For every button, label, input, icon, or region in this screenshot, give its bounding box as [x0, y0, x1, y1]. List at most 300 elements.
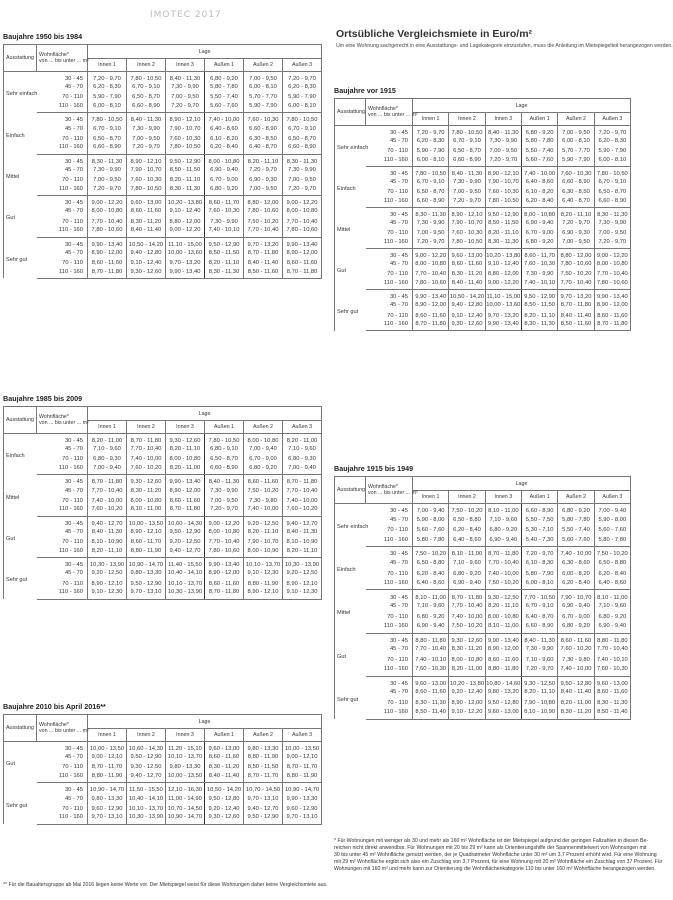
rent-range-cell: 12,10 - 16,30	[166, 783, 205, 794]
rent-range-cell: 9,20 - 12,50	[166, 537, 205, 547]
rent-range-cell: 8,30 - 11,20	[449, 644, 485, 655]
rent-range-cell: 6,20 - 8,40	[558, 579, 594, 590]
size-range: 70 - 110	[62, 456, 83, 463]
rent-range-cell: 9,00 - 12,10	[283, 752, 322, 762]
rent-range-cell: 11,20 - 15,10	[166, 742, 205, 753]
table-row	[335, 547, 631, 558]
size-range: 45 - 70	[64, 166, 83, 173]
header-lage: Lage	[413, 477, 631, 491]
rent-table	[334, 476, 631, 720]
rent-range-cell: 7,70 - 10,40	[244, 227, 283, 237]
rent-range-cell: 8,80 - 12,00	[558, 249, 594, 260]
rent-range-cell: 10,20 - 13,80	[166, 196, 205, 207]
rent-range-cell: 6,10 - 8,30	[521, 557, 557, 568]
rent-range-cell: 7,60 - 10,30	[413, 665, 449, 676]
table-row	[4, 752, 322, 762]
rent-range-cell: 7,40 - 10,00	[521, 167, 557, 178]
header-lage-column: Außen 1	[205, 421, 244, 434]
rent-range-cell: 8,60 - 11,60	[166, 496, 205, 506]
rent-range-cell: 7,20 - 9,70	[449, 197, 485, 207]
rent-range-cell: 6,50 - 8,80	[449, 514, 485, 525]
rent-range-cell: 6,90 - 9,30	[558, 228, 594, 238]
size-range: 45 - 70	[64, 249, 83, 256]
rent-range-cell: 8,20 - 11,10	[88, 547, 127, 557]
rent-range-cell: 9,30 - 12,60	[127, 475, 166, 486]
rent-range-cell: 8,10 - 11,00	[413, 590, 449, 601]
rent-range-cell: 5,90 - 8,00	[413, 514, 449, 525]
rent-range-cell: 9,10 - 12,40	[127, 258, 166, 268]
table-row	[335, 504, 631, 515]
table-row	[4, 72, 322, 83]
category-label: Sehr einfach	[335, 504, 366, 547]
table-row	[4, 434, 322, 445]
rent-range-cell: 10,90 - 14,70	[166, 814, 205, 824]
section-title: Baujahre 1915 bis 1949	[334, 464, 414, 473]
rent-range-cell: 8,20 - 11,10	[558, 208, 594, 219]
rent-range-cell: 9,80 - 13,30	[127, 568, 166, 578]
rent-range-cell: 8,30 - 11,20	[127, 216, 166, 226]
header-wohnflaeche-range: von ... bis unter ... m²	[39, 728, 89, 734]
rent-range-cell: 7,10 - 9,60	[413, 601, 449, 612]
size-range: 110 - 160	[37, 103, 88, 113]
size-range: 70 - 110	[62, 218, 83, 225]
rent-range-cell: 8,20 - 11,10	[166, 444, 205, 454]
table-row	[335, 568, 631, 579]
rent-range-cell: 6,40 - 8,60	[449, 536, 485, 547]
rent-range-cell: 6,00 - 8,20	[558, 568, 594, 579]
rent-range-cell: 9,20 - 12,40	[449, 687, 485, 698]
rent-range-cell: 8,60 - 11,60	[594, 687, 630, 698]
rent-range-cell: 5,80 - 7,90	[521, 568, 557, 579]
rent-range-cell: 9,70 - 13,20	[166, 258, 205, 268]
table-row	[4, 485, 322, 495]
rent-range-cell: 7,30 - 9,90	[485, 136, 521, 146]
rent-range-cell: 9,10 - 12,40	[166, 206, 205, 216]
size-range: 110 - 160	[37, 144, 88, 154]
rent-range-cell: 8,10 - 10,90	[521, 709, 557, 720]
rent-range-cell: 7,80 - 10,50	[88, 113, 127, 124]
table-row	[4, 814, 322, 824]
rent-range-cell: 7,20 - 9,70	[244, 165, 283, 175]
size-range: 30 - 45	[389, 130, 408, 136]
table-row	[4, 154, 322, 165]
rent-range-cell: 10,10 - 13,70	[166, 578, 205, 588]
rent-range-cell: 7,90 - 10,70	[244, 537, 283, 547]
header-lage: Lage	[413, 99, 631, 113]
size-range: 110 - 160	[37, 465, 88, 475]
rent-range-cell: 7,70 - 10,40	[485, 557, 521, 568]
rent-range-cell: 9,90 - 13,40	[283, 237, 322, 248]
rent-range-cell: 6,50 - 8,80	[413, 557, 449, 568]
rent-range-cell: 5,90 - 7,90	[413, 146, 449, 156]
header-wohnflaeche-label: Wohnfläche*	[368, 483, 398, 490]
rent-range-cell: 7,20 - 9,70	[521, 547, 557, 558]
table-row	[335, 249, 631, 260]
table-row	[4, 516, 322, 527]
rent-range-cell: 7,80 - 10,60	[594, 280, 630, 290]
rent-range-cell: 7,00 - 9,50	[283, 175, 322, 185]
rent-range-cell: 8,50 - 11,60	[558, 321, 594, 331]
rent-range-cell: 9,50 - 12,90	[485, 208, 521, 219]
table-row	[335, 218, 631, 228]
rent-range-cell: 8,20 - 11,00	[166, 465, 205, 475]
header-lage-column: Innen 2	[127, 59, 166, 72]
rent-range-cell: 6,80 - 9,30	[88, 454, 127, 464]
rent-range-cell: 7,80 - 10,60	[88, 227, 127, 237]
rent-range-cell: 6,80 - 9,20	[558, 504, 594, 515]
table-row	[4, 134, 322, 144]
table-row	[335, 259, 631, 269]
rent-range-cell: 11,40 - 15,50	[166, 558, 205, 569]
header-lage-column: Innen 3	[485, 491, 521, 504]
category-label: Mittel	[4, 475, 37, 516]
rent-range-cell: 7,70 - 10,40	[594, 269, 630, 279]
rent-range-cell: 8,60 - 11,60	[127, 206, 166, 216]
table-row	[335, 698, 631, 709]
rent-range-cell: 8,30 - 11,30	[594, 208, 630, 219]
header-wohnflaeche	[37, 45, 88, 72]
rent-range-cell: 6,70 - 9,00	[521, 228, 557, 238]
rent-range-cell: 6,50 - 8,80	[594, 557, 630, 568]
rent-range-cell: 8,70 - 11,80	[283, 268, 322, 278]
size-range: 70 - 110	[62, 539, 83, 546]
rent-range-cell: 8,70 - 11,80	[166, 506, 205, 516]
rent-range-cell: 7,90 - 10,70	[127, 165, 166, 175]
size-range: 30 - 45	[389, 212, 408, 219]
rent-range-cell: 9,60 - 13,00	[449, 249, 485, 260]
rent-range-cell: 9,30 - 12,50	[485, 590, 521, 601]
table-row	[4, 793, 322, 803]
rent-range-cell: 8,00 - 10,80	[205, 154, 244, 165]
rent-range-cell: 10,00 - 13,50	[88, 742, 127, 753]
size-range: 110 - 160	[366, 622, 413, 633]
rent-range-cell: 7,90 - 10,70	[558, 590, 594, 601]
size-range: 110 - 160	[366, 321, 413, 331]
rent-range-cell: 10,70 - 14,50	[166, 804, 205, 814]
rent-range-cell: 7,30 - 9,90	[521, 644, 557, 655]
rent-table	[3, 44, 322, 279]
table-row	[4, 465, 322, 475]
size-range: 70 - 110	[387, 312, 408, 319]
rent-range-cell: 9,60 - 13,00	[594, 676, 630, 687]
rent-range-cell: 10,90 - 14,70	[88, 783, 127, 794]
rent-range-cell: 6,00 - 8,10	[594, 156, 630, 166]
table-row	[335, 557, 631, 568]
size-range: 45 - 70	[389, 138, 408, 145]
rent-range-cell: 6,90 - 9,30	[244, 175, 283, 185]
rent-range-cell: 6,00 - 8,10	[413, 156, 449, 166]
rent-range-cell: 8,80 - 12,00	[166, 216, 205, 226]
size-range: 70 - 110	[387, 527, 408, 534]
rent-range-cell: 9,80 - 13,30	[244, 742, 283, 753]
size-range: 110 - 160	[366, 665, 413, 676]
rent-range-cell: 10,10 - 13,70	[166, 752, 205, 762]
rent-range-cell: 7,10 - 9,60	[594, 601, 630, 612]
size-range: 30 - 45	[64, 200, 83, 207]
rent-range-cell: 9,80 - 13,20	[485, 687, 521, 698]
table-row	[335, 321, 631, 331]
rent-range-cell: 7,20 - 9,70	[88, 72, 127, 83]
rent-range-cell: 6,00 - 8,10	[558, 136, 594, 146]
header-lage-column: Innen 3	[485, 113, 521, 126]
rent-range-cell: 8,80 - 11,80	[413, 633, 449, 644]
rent-range-cell: 10,50 - 14,20	[127, 237, 166, 248]
rent-range-cell: 7,50 - 10,20	[244, 485, 283, 495]
rent-range-cell: 8,00 - 10,80	[283, 206, 322, 216]
rent-range-cell: 6,20 - 8,30	[594, 136, 630, 146]
table-row	[4, 783, 322, 794]
rent-range-cell: 6,50 - 8,70	[594, 187, 630, 197]
intro-text: Um eine Wohnung sachgerecht in eine Ausstattungs- und Lagekategorie einzustufen, muss die Anleitung im Mietspiegelteil herangezogen werden.	[336, 43, 673, 49]
rent-range-cell: 7,00 - 9,50	[449, 187, 485, 197]
table-row	[335, 665, 631, 676]
rent-range-cell: 7,00 - 9,50	[244, 72, 283, 83]
rent-range-cell: 11,10 - 15,00	[166, 237, 205, 248]
rent-range-cell: 8,40 - 11,30	[127, 113, 166, 124]
table-row	[335, 676, 631, 687]
size-range: 70 - 110	[62, 260, 83, 266]
rent-range-cell: 8,40 - 11,30	[88, 527, 127, 537]
rent-range-cell: 6,60 - 8,90	[283, 144, 322, 154]
rent-range-cell: 9,90 - 13,40	[485, 321, 521, 331]
rent-range-cell: 8,80 - 12,00	[244, 196, 283, 207]
rent-range-cell: 8,40 - 11,40	[558, 310, 594, 320]
rent-range-cell: 7,30 - 9,90	[283, 165, 322, 175]
rent-range-cell: 7,00 - 9,40	[244, 444, 283, 454]
rent-range-cell: 8,90 - 12,10	[127, 154, 166, 165]
rent-range-cell: 6,70 - 9,00	[205, 175, 244, 185]
category-label: Gut	[4, 196, 37, 237]
rent-range-cell: 5,60 - 7,60	[205, 103, 244, 113]
size-range: 70 - 110	[387, 271, 408, 278]
rent-range-cell: 7,80 - 10,50	[594, 167, 630, 178]
rent-range-cell: 7,30 - 9,90	[413, 218, 449, 228]
rent-range-cell: 6,80 - 9,20	[205, 72, 244, 83]
rent-range-cell: 7,80 - 10,50	[485, 197, 521, 207]
rent-range-cell: 9,00 - 12,10	[88, 752, 127, 762]
rent-range-cell: 8,60 - 11,70	[205, 196, 244, 207]
table-row	[335, 611, 631, 622]
size-range: 70 - 110	[387, 570, 408, 577]
header-lage-column: Außen 3	[594, 113, 630, 126]
size-range: 45 - 70	[64, 487, 83, 494]
header-wohnflaeche	[37, 407, 88, 434]
rent-range-cell: 8,80 - 11,90	[244, 752, 283, 762]
rent-range-cell: 5,80 - 7,80	[413, 536, 449, 547]
rent-range-cell: 9,60 - 13,00	[127, 196, 166, 207]
rent-range-cell: 8,00 - 10,80	[485, 611, 521, 622]
table-row	[335, 633, 631, 644]
rent-range-cell: 7,60 - 10,30	[521, 259, 557, 269]
rent-range-cell: 7,60 - 10,20	[283, 506, 322, 516]
rent-range-cell: 9,60 - 13,00	[413, 676, 449, 687]
size-range: 30 - 45	[64, 520, 83, 527]
rent-range-cell: 8,60 - 11,60	[413, 310, 449, 320]
rent-range-cell: 7,40 - 10,10	[205, 227, 244, 237]
rent-range-cell: 8,50 - 11,50	[521, 300, 557, 310]
rent-range-cell: 9,30 - 12,60	[449, 321, 485, 331]
size-range: 30 - 45	[64, 241, 83, 248]
header-lage-column: Außen 3	[594, 491, 630, 504]
rent-range-cell: 6,30 - 8,50	[558, 187, 594, 197]
rent-range-cell: 7,00 - 9,40	[594, 504, 630, 515]
rent-range-cell: 7,00 - 9,50	[413, 228, 449, 238]
rent-range-cell: 10,90 - 14,70	[127, 558, 166, 569]
size-range: 45 - 70	[389, 220, 408, 227]
rent-range-cell: 7,00 - 9,40	[88, 465, 127, 475]
header-lage: Lage	[88, 45, 322, 59]
size-range: 45 - 70	[389, 559, 408, 566]
rent-range-cell: 8,00 - 10,80	[205, 527, 244, 537]
category-label: Sehr einfach	[335, 126, 366, 167]
table-row	[4, 475, 322, 486]
rent-range-cell: 6,90 - 9,40	[413, 622, 449, 633]
table-row	[4, 92, 322, 102]
header-lage-column: Innen 2	[449, 491, 485, 504]
footnote-baujahr-2010: ** Für die Baualtersgruppe ab Mai 2016 liegen keine Werte vor. Der Mietspiegel weist für diese Wohnungen daher keine Vergleichsmiete aus.	[3, 882, 328, 888]
header-lage: Lage	[88, 715, 322, 729]
rent-range-cell: 7,40 - 10,00	[558, 665, 594, 676]
rent-range-cell: 9,50 - 12,90	[127, 578, 166, 588]
rent-range-cell: 8,40 - 11,40	[127, 227, 166, 237]
rent-range-cell: 10,30 - 13,90	[127, 814, 166, 824]
rent-range-cell: 7,30 - 9,90	[88, 165, 127, 175]
rent-range-cell: 6,00 - 8,10	[283, 103, 322, 113]
size-range: 110 - 160	[366, 536, 413, 547]
table-row	[335, 228, 631, 238]
rent-range-cell: 6,20 - 8,40	[449, 525, 485, 536]
rent-range-cell: 5,50 - 7,40	[558, 525, 594, 536]
rent-range-cell: 6,60 - 8,90	[244, 123, 283, 133]
table-row	[4, 454, 322, 464]
category-label: Sehr gut	[4, 237, 37, 278]
header-lage-column: Außen 2	[558, 113, 594, 126]
rent-range-cell: 8,20 - 11,00	[558, 698, 594, 709]
rent-range-cell: 8,50 - 11,50	[485, 218, 521, 228]
section-title: Baujahre 1985 bis 2009	[3, 394, 83, 403]
rent-range-cell: 8,70 - 11,80	[413, 321, 449, 331]
rent-range-cell: 8,70 - 11,80	[88, 268, 127, 278]
header-wohnflaeche-range: von ... bis unter ... m²	[39, 58, 89, 64]
size-range: 45 - 70	[64, 795, 83, 802]
size-range: 70 - 110	[62, 764, 83, 771]
rent-range-cell: 10,30 - 13,90	[166, 589, 205, 599]
size-range: 110 - 160	[37, 547, 88, 557]
rent-range-cell: 6,70 - 9,10	[521, 601, 557, 612]
size-range: 45 - 70	[64, 208, 83, 215]
table-row	[335, 601, 631, 612]
rent-range-cell: 8,20 - 11,10	[485, 228, 521, 238]
rent-range-cell: 8,20 - 11,00	[449, 665, 485, 676]
rent-range-cell: 9,50 - 12,80	[558, 676, 594, 687]
rent-range-cell: 8,90 - 12,00	[283, 248, 322, 258]
rent-range-cell: 7,70 - 10,40	[413, 644, 449, 655]
rent-range-cell: 6,70 - 9,10	[283, 123, 322, 133]
size-range: 110 - 160	[366, 280, 413, 290]
table-row	[4, 537, 322, 547]
page-title: Ortsübliche Vergleichsmiete in Euro/m²	[336, 28, 533, 40]
rent-range-cell: 8,80 - 11,90	[283, 773, 322, 783]
header-lage-column: Innen 1	[88, 59, 127, 72]
rent-range-cell: 8,70 - 11,80	[283, 475, 322, 486]
category-label: Sehr gut	[335, 290, 366, 331]
table-row	[335, 310, 631, 320]
table-row	[335, 622, 631, 633]
rent-range-cell: 6,60 - 8,90	[127, 103, 166, 113]
rent-range-cell: 7,50 - 10,20	[413, 547, 449, 558]
size-range: 30 - 45	[389, 171, 408, 178]
category-label: Sehr einfach	[4, 72, 37, 113]
rent-range-cell: 8,90 - 12,00	[594, 300, 630, 310]
rent-range-cell: 7,30 - 9,90	[594, 218, 630, 228]
header-lage-column: Innen 1	[88, 421, 127, 434]
rent-range-cell: 8,50 - 11,40	[413, 709, 449, 720]
rent-range-cell: 9,30 - 12,60	[166, 434, 205, 445]
rent-range-cell: 7,70 - 10,40	[449, 601, 485, 612]
rent-range-cell: 9,10 - 12,40	[485, 259, 521, 269]
rent-range-cell: 8,20 - 11,10	[205, 258, 244, 268]
rent-range-cell: 7,20 - 9,70	[166, 103, 205, 113]
rent-range-cell: 6,50 - 8,70	[449, 146, 485, 156]
rent-range-cell: 9,60 - 12,90	[88, 804, 127, 814]
size-range: 110 - 160	[37, 268, 88, 278]
rent-range-cell: 9,70 - 13,20	[558, 290, 594, 301]
rent-range-cell: 7,00 - 9,50	[127, 134, 166, 144]
rent-range-cell: 8,60 - 11,60	[594, 310, 630, 320]
rent-range-cell: 11,10 - 15,00	[485, 290, 521, 301]
rent-range-cell: 8,10 - 11,00	[449, 547, 485, 558]
rent-range-cell: 8,90 - 12,10	[244, 589, 283, 599]
rent-range-cell: 7,70 - 10,50	[521, 590, 557, 601]
rent-range-cell: 8,30 - 11,30	[283, 154, 322, 165]
rent-range-cell: 8,20 - 11,10	[521, 687, 557, 698]
rent-range-cell: 6,90 - 9,40	[485, 536, 521, 547]
rent-range-cell: 8,10 - 11,00	[485, 622, 521, 633]
rent-range-cell: 7,20 - 9,70	[283, 72, 322, 83]
size-range: 30 - 45	[389, 551, 408, 558]
header-lage: Lage	[88, 407, 322, 421]
rent-range-cell: 10,00 - 13,60	[485, 300, 521, 310]
rent-range-cell: 5,90 - 7,90	[558, 156, 594, 166]
category-label: Einfach	[4, 434, 37, 475]
rent-range-cell: 8,00 - 10,80	[413, 259, 449, 269]
rent-range-cell: 9,20 - 12,50	[244, 516, 283, 527]
rent-range-cell: 7,30 - 9,90	[127, 123, 166, 133]
rent-range-cell: 6,60 - 8,90	[413, 197, 449, 207]
rent-range-cell: 9,40 - 12,70	[88, 516, 127, 527]
category-label: Gut	[335, 633, 366, 676]
rent-range-cell: 7,10 - 9,60	[283, 444, 322, 454]
rent-range-cell: 9,10 - 12,40	[449, 310, 485, 320]
rent-range-cell: 9,90 - 13,40	[594, 290, 630, 301]
rent-range-cell: 8,50 - 11,50	[166, 165, 205, 175]
rent-range-cell: 7,30 - 9,90	[205, 485, 244, 495]
rent-range-cell: 8,30 - 11,30	[521, 321, 557, 331]
rent-range-cell: 8,70 - 11,70	[283, 762, 322, 772]
table-row	[335, 146, 631, 156]
table-row	[4, 527, 322, 537]
table-row	[4, 444, 322, 454]
rent-range-cell: 8,80 - 11,90	[127, 547, 166, 557]
rent-range-cell: 9,30 - 12,50	[521, 676, 557, 687]
category-label: Sehr gut	[4, 558, 37, 599]
rent-range-cell: 8,00 - 10,90	[244, 547, 283, 557]
rent-range-cell: 8,20 - 11,10	[283, 547, 322, 557]
rent-range-cell: 5,70 - 7,70	[244, 92, 283, 102]
size-range: 70 - 110	[62, 497, 83, 504]
rent-table	[3, 714, 322, 825]
header-wohnflaeche-label: Wohnfläche*	[39, 51, 69, 58]
